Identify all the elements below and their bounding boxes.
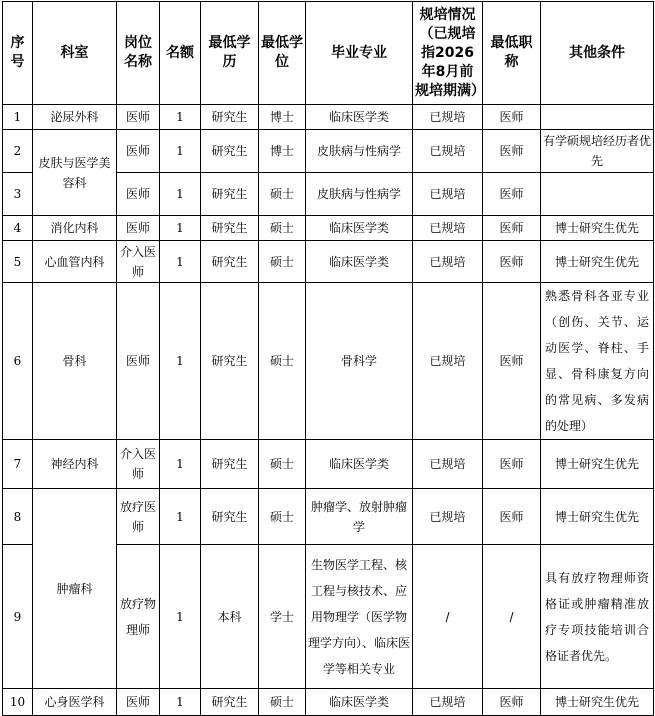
row-post: 医师 xyxy=(117,105,160,130)
row-quota: 1 xyxy=(160,283,201,440)
table-row xyxy=(3,689,654,716)
row-title: / xyxy=(483,545,541,689)
row-quota: 1 xyxy=(160,173,201,216)
row-no: 10 xyxy=(3,689,33,716)
row-degree: 硕士 xyxy=(259,489,306,545)
row-training: 已规培 xyxy=(413,689,483,716)
row-post: 医师 xyxy=(117,173,160,216)
row-degree: 学士 xyxy=(259,545,306,689)
row-quota: 1 xyxy=(160,545,201,689)
row-other xyxy=(541,173,654,216)
row-dept: 消化内科 xyxy=(33,216,117,241)
row-quota: 1 xyxy=(160,241,201,283)
row-degree: 硕士 xyxy=(259,283,306,440)
row-degree: 博士 xyxy=(259,105,306,130)
row-edu: 研究生 xyxy=(201,105,259,130)
row-major: 临床医学类 xyxy=(306,689,413,716)
row-training: 已规培 xyxy=(413,216,483,241)
row-major: 临床医学类 xyxy=(306,216,413,241)
row-post: 医师 xyxy=(117,216,160,241)
row-edu: 研究生 xyxy=(201,489,259,545)
row-edu: 研究生 xyxy=(201,241,259,283)
recruitment-table xyxy=(2,1,654,716)
row-other: 博士研究生优先 xyxy=(541,489,654,545)
row-post: 介入医师 xyxy=(117,241,160,283)
header-dept: 科室 xyxy=(33,2,117,105)
row-quota: 1 xyxy=(160,689,201,716)
row-edu: 研究生 xyxy=(201,216,259,241)
row-other: 具有放疗物理师资格证或肿瘤精准放疗专项技能培训合格证者优先。 xyxy=(541,545,654,689)
row-other: 熟悉骨科各亚专业（创伤、关节、运动医学、脊柱、手显、骨科康复方向的常见病、多发病的处理） xyxy=(541,283,654,440)
row-no: 5 xyxy=(3,241,33,283)
row-no: 2 xyxy=(3,130,33,173)
row-quota: 1 xyxy=(160,105,201,130)
row-degree: 博士 xyxy=(259,130,306,173)
header-title: 最低职称 xyxy=(483,2,541,105)
row-training: 已规培 xyxy=(413,105,483,130)
row-edu: 研究生 xyxy=(201,689,259,716)
header-training: 规培情况（已规培指2026年8月前规培期满） xyxy=(413,2,483,105)
row-quota: 1 xyxy=(160,440,201,489)
row-title: 医师 xyxy=(483,689,541,716)
row-major: 临床医学类 xyxy=(306,105,413,130)
row-no: 7 xyxy=(3,440,33,489)
row-training: 已规培 xyxy=(413,241,483,283)
header-major: 毕业专业 xyxy=(306,2,413,105)
table-row xyxy=(3,440,654,489)
row-major: 临床医学类 xyxy=(306,440,413,489)
row-post: 放疗物理师 xyxy=(117,545,160,689)
row-dept: 神经内科 xyxy=(33,440,117,489)
row-other: 博士研究生优先 xyxy=(541,216,654,241)
row-dept: 泌尿外科 xyxy=(33,105,117,130)
row-title: 医师 xyxy=(483,440,541,489)
row-major: 皮肤病与性病学 xyxy=(306,130,413,173)
row-other: 博士研究生优先 xyxy=(541,689,654,716)
row-major: 骨科学 xyxy=(306,283,413,440)
table-row xyxy=(3,283,654,440)
row-post: 医师 xyxy=(117,283,160,440)
row-major: 生物医学工程、核工程与核技术、应用物理学（医学物理学方向）、临床医学等相关专业 xyxy=(306,545,413,689)
row-major: 肿瘤学、放射肿瘤学 xyxy=(306,489,413,545)
row-training: 已规培 xyxy=(413,130,483,173)
row-edu: 研究生 xyxy=(201,283,259,440)
header-edu: 最低学历 xyxy=(201,2,259,105)
row-degree: 硕士 xyxy=(259,689,306,716)
row-training: 已规培 xyxy=(413,283,483,440)
row-edu: 本科 xyxy=(201,545,259,689)
header-no: 序号 xyxy=(3,2,33,105)
row-title: 医师 xyxy=(483,216,541,241)
row-other xyxy=(541,105,654,130)
header-post: 岗位名称 xyxy=(117,2,160,105)
row-training: 已规培 xyxy=(413,489,483,545)
row-no: 3 xyxy=(3,173,33,216)
row-degree: 硕士 xyxy=(259,440,306,489)
table-row xyxy=(3,105,654,130)
row-no: 6 xyxy=(3,283,33,440)
row-training: 已规培 xyxy=(413,173,483,216)
row-title: 医师 xyxy=(483,173,541,216)
row-title: 医师 xyxy=(483,489,541,545)
row-title: 医师 xyxy=(483,283,541,440)
row-degree: 硕士 xyxy=(259,216,306,241)
row-degree: 硕士 xyxy=(259,241,306,283)
row-quota: 1 xyxy=(160,216,201,241)
row-no: 1 xyxy=(3,105,33,130)
row-edu: 研究生 xyxy=(201,440,259,489)
table-row xyxy=(3,130,654,173)
header-quota: 名额 xyxy=(160,2,201,105)
row-major: 皮肤病与性病学 xyxy=(306,173,413,216)
row-quota: 1 xyxy=(160,489,201,545)
row-edu: 研究生 xyxy=(201,130,259,173)
row-dept: 心身医学科 xyxy=(33,689,117,716)
row-post: 医师 xyxy=(117,130,160,173)
row-dept: 肿瘤科 xyxy=(33,489,117,689)
row-no: 9 xyxy=(3,545,33,689)
row-no: 8 xyxy=(3,489,33,545)
row-no: 4 xyxy=(3,216,33,241)
row-other: 博士研究生优先 xyxy=(541,241,654,283)
row-post: 放疗医师 xyxy=(117,489,160,545)
header-degree: 最低学位 xyxy=(259,2,306,105)
table-row xyxy=(3,241,654,283)
row-other: 博士研究生优先 xyxy=(541,440,654,489)
row-training: / xyxy=(413,545,483,689)
row-post: 医师 xyxy=(117,689,160,716)
row-quota: 1 xyxy=(160,130,201,173)
row-degree: 硕士 xyxy=(259,173,306,216)
row-dept: 皮肤与医学美容科 xyxy=(33,130,117,216)
row-edu: 研究生 xyxy=(201,173,259,216)
row-title: 医师 xyxy=(483,130,541,173)
row-other: 有学硕规培经历者优先 xyxy=(541,130,654,173)
table-row xyxy=(3,489,654,545)
header-row xyxy=(3,2,654,105)
row-title: 医师 xyxy=(483,241,541,283)
header-other: 其他条件 xyxy=(541,2,654,105)
row-major: 临床医学类 xyxy=(306,241,413,283)
table-row xyxy=(3,216,654,241)
row-title: 医师 xyxy=(483,105,541,130)
row-post: 介入医师 xyxy=(117,440,160,489)
row-dept: 心血管内科 xyxy=(33,241,117,283)
row-training: 已规培 xyxy=(413,440,483,489)
row-dept: 骨科 xyxy=(33,283,117,440)
